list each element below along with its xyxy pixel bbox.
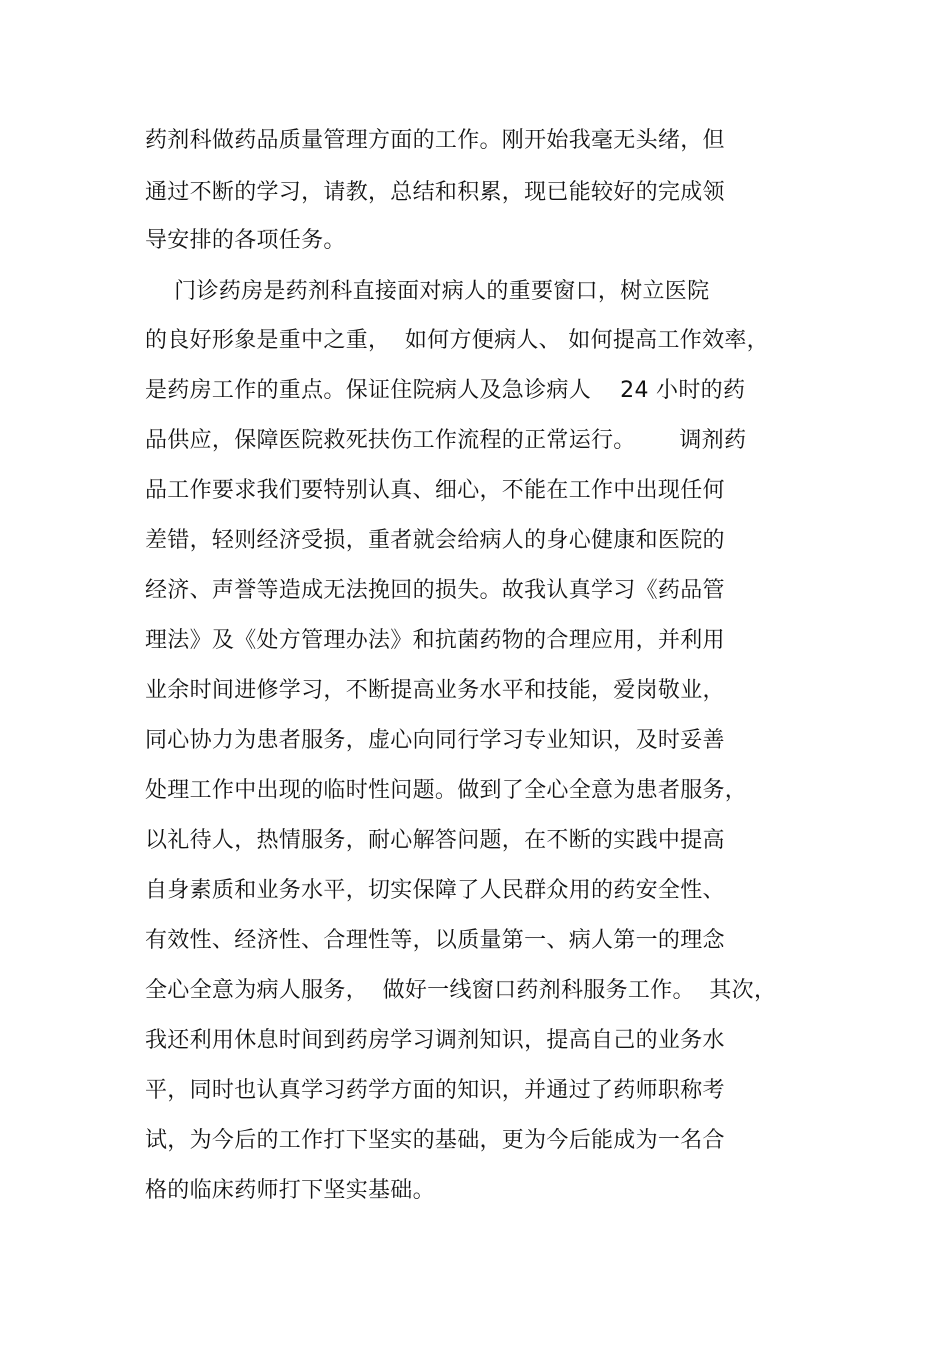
text-line: 同心协力为患者服务，虚心向同行学习专业知识，及时妥善 [145, 728, 725, 753]
text-line: 品工作要求我们要特别认真、细心，不能在工作中出现任何 [145, 478, 725, 503]
text-line: 的良好形象是重中之重， 如何方便病人、 如何提高工作效率， [145, 328, 769, 353]
text-line: 是药房工作的重点。保证住院病人及急诊病人 24 小时的药 [145, 378, 746, 403]
text-line: 品供应，保障医院救死扶伤工作流程的正常运行。 调剂药 [145, 428, 747, 453]
text-line: 全心全意为病人服务， 做好一线窗口药剂科服务工作。 其次， [145, 978, 777, 1003]
text-line: 差错，轻则经济受损，重者就会给病人的身心健康和医院的 [145, 528, 725, 553]
text-line: 导安排的各项任务。 [145, 228, 346, 253]
text-line: 门诊药房是药剂科直接面对病人的重要窗口，树立医院 [145, 279, 710, 304]
text-line: 理法》及《处方管理办法》和抗菌药物的合理应用，并利用 [145, 628, 725, 653]
text-line: 药剂科做药品质量管理方面的工作。刚开始我毫无头绪，但 [145, 128, 725, 153]
text-line: 格的临床药师打下坚实基础。 [145, 1178, 435, 1203]
text-line: 平，同时也认真学习药学方面的知识，并通过了药师职称考 [145, 1078, 725, 1103]
text-line: 业余时间进修学习，不断提高业务水平和技能，爱岗敬业， [145, 678, 725, 703]
text-line: 处理工作中出现的临时性问题。做到了全心全意为患者服务， [145, 778, 748, 803]
text-line: 通过不断的学习，请教，总结和积累，现已能较好的完成领 [145, 180, 725, 205]
text-line: 试，为今后的工作打下坚实的基础，更为今后能成为一名合 [145, 1128, 725, 1153]
text-line: 我还利用休息时间到药房学习调剂知识，提高自己的业务水 [145, 1028, 725, 1053]
text-line: 自身素质和业务水平，切实保障了人民群众用的药安全性、 [145, 878, 725, 903]
text-line: 以礼待人，热情服务，耐心解答问题，在不断的实践中提高 [145, 828, 725, 853]
text-line: 有效性、经济性、合理性等，以质量第一、病人第一的理念 [145, 928, 725, 953]
text-line: 经济、声誉等造成无法挽回的损失。故我认真学习《药品管 [145, 578, 725, 603]
